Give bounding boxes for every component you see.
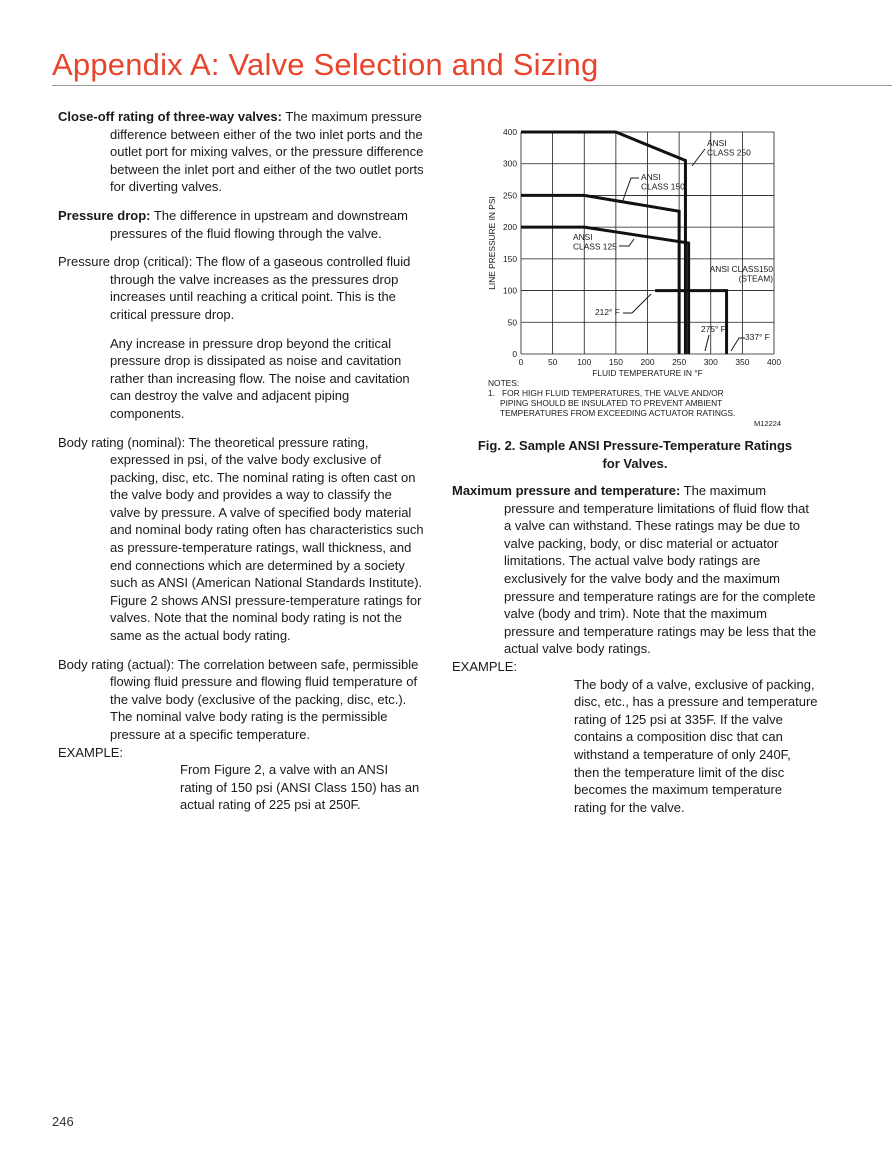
annotation-label: ANSI — [641, 172, 661, 182]
definition-close-off-rating — [58, 108, 424, 196]
definition-pressure-drop-critical — [58, 253, 424, 323]
annotation-leader — [622, 178, 639, 203]
annotation-label: CLASS 150 — [641, 181, 685, 192]
annotation-label: 337° F — [745, 332, 770, 342]
annotation-label: (STEAM) — [738, 273, 773, 284]
annotation-leader — [705, 335, 709, 351]
chart-svg — [483, 122, 793, 378]
x-tick-label: 150 — [608, 357, 623, 367]
x-tick-label: 400 — [767, 357, 781, 367]
term-max-pressure-temperature: Maximum pressure and temperature: — [452, 483, 681, 498]
notes-title: NOTES: — [488, 378, 520, 388]
example-text: The body of a valve, exclusive of packing, disc, etc., has a pressure and temperature rating of 125 psi at 335F. If the valve contains a composition disc that can withstand a temperature of only 240F, then the temperature limit of the disc becomes the maximum temperature rating for the valve. — [574, 676, 818, 815]
left-column — [58, 108, 424, 825]
annotation-leader — [619, 239, 634, 246]
annotation-label: CLASS 250 — [707, 147, 751, 158]
x-tick-label: 50 — [547, 357, 558, 367]
annotation-label: ANSI — [707, 138, 727, 148]
annotation-label: CLASS 125 — [573, 241, 617, 252]
figure-code: M12224 — [754, 419, 782, 428]
y-tick-label: 200 — [503, 222, 517, 233]
annotation-label: 275° F — [701, 324, 726, 334]
definition-text: : The theoretical pressure rating, expressed in psi, of the valve body exclusive of packing, disc, etc. The nominal rating is often cast on the valve body and provides a way to classify the valve by pressure. A valve of specified body material and nominal body rating often has characteristics such as pressure-temperature ratings, wall thickness, and end connections which are determined by a society such as ANSI (American National Standards Institute). Figure 2 shows ANSI pressure-temperature ratings for valves. Note that the nominal body rating is not the same as the actual body rating. — [110, 434, 424, 644]
annotation-leader — [623, 294, 651, 313]
definition-max-pressure-temperature — [452, 482, 818, 816]
term-body-rating-actual: Body rating (actual) — [58, 656, 171, 672]
right-column — [452, 482, 818, 827]
note-1-number: 1. — [488, 388, 495, 398]
x-axis-label: FLUID TEMPERATURE IN °F — [592, 368, 703, 378]
definition-text: The difference in upstream and downstream pressures of the fluid flowing through the valve. — [110, 207, 408, 241]
caption-line-2: for Valves. — [602, 455, 668, 471]
y-tick-label: 50 — [507, 317, 517, 328]
page-number: 246 — [52, 1114, 74, 1129]
y-tick-label: 100 — [503, 285, 517, 296]
y-tick-label: 150 — [503, 253, 517, 264]
x-tick-label: 300 — [703, 357, 718, 367]
annotation-label: ANSI CLASS150 — [709, 264, 773, 274]
term-pressure-drop-critical: Pressure drop (critical) — [58, 254, 189, 270]
header-divider — [52, 85, 892, 86]
annotation-label: ANSI — [573, 232, 593, 242]
note-1-line3: TEMPERATURES FROM EXCEEDING ACTUATOR RATINGS. — [500, 408, 736, 418]
definition-body-rating-actual — [58, 656, 424, 814]
definition-pressure-drop — [58, 207, 424, 242]
example-label: EXAMPLE: — [58, 744, 124, 760]
x-tick-label: 100 — [577, 357, 592, 367]
definition-text: The maximum pressure difference between either of the two inlet ports and the outlet port for mixing valves, or the pressure difference between the inlet port and either of the two outlet ports for diverting valves. — [110, 109, 424, 195]
figure-notes — [488, 378, 788, 418]
term-body-rating-nominal: Body rating (nominal) — [58, 434, 182, 450]
x-tick-label: 200 — [640, 357, 655, 367]
x-tick-label: 250 — [672, 357, 687, 367]
term-close-off-rating: Close-off rating of three-way valves: — [58, 109, 282, 124]
y-tick-label: 300 — [503, 158, 517, 169]
definition-text: : The flow of a gaseous controlled fluid through the valve increases as the pressures drop increases until reaching a critical point. This is the critical pressure drop. — [110, 254, 411, 322]
y-axis-label: LINE PRESSURE IN PSI — [487, 196, 497, 290]
paragraph-critical-drop-noise: Any increase in pressure drop beyond the critical pressure drop is dissipated as noise and cavitation rather than increasing flow. The noise and cavitation can destroy the valve and adjacent piping components. — [110, 335, 410, 421]
caption-line-1: Fig. 2. Sample ANSI Pressure-Temperature Ratings — [477, 438, 793, 453]
definition-body-rating-nominal — [58, 434, 424, 645]
y-tick-label: 250 — [503, 190, 517, 201]
annotation-leader — [731, 338, 745, 351]
page-title: Appendix A: Valve Selection and Sizing — [52, 47, 599, 82]
x-tick-label: 350 — [735, 357, 750, 367]
y-tick-label: 0 — [512, 349, 517, 359]
example-text: From Figure 2, a valve with an ANSI rating of 150 psi (ANSI Class 150) has an actual rating of 225 psi at 250F. — [180, 762, 420, 813]
x-tick-label: 0 — [518, 357, 524, 367]
annotation-label: 212° F — [595, 307, 620, 317]
note-1-line1: FOR HIGH FLUID TEMPERATURES, THE VALVE AND/OR — [501, 388, 724, 398]
note-1-line2: PIPING SHOULD BE INSULATED TO PREVENT AMBIENT — [500, 398, 723, 408]
example-label: EXAMPLE: — [452, 658, 518, 674]
y-tick-label: 400 — [503, 127, 517, 137]
figure-caption — [452, 437, 818, 472]
term-pressure-drop: Pressure drop: — [58, 207, 151, 223]
note-1-first-line — [488, 388, 788, 398]
definition-text: The maximum pressure and temperature limitations of fluid flow that a valve can withstand. These ratings may be due to valve packing, body, or disc material or actuator limitations. The actual valve body ratings are exclusively for the valve body and the maximum pressure and temperature ratings are for the complete valve (body and trim). Note that the maximum pressure and temperature ratings may be less that the actual valve body ratings. — [504, 483, 817, 657]
series-line-2 — [521, 195, 679, 354]
definition-text: : The correlation between safe, permissible flowing fluid pressure and flowing fluid temperature of the valve body (exclusive of the packing, disc, etc.). The nominal valve body rating is the permissible pressure at a specific temperature. — [110, 656, 419, 742]
